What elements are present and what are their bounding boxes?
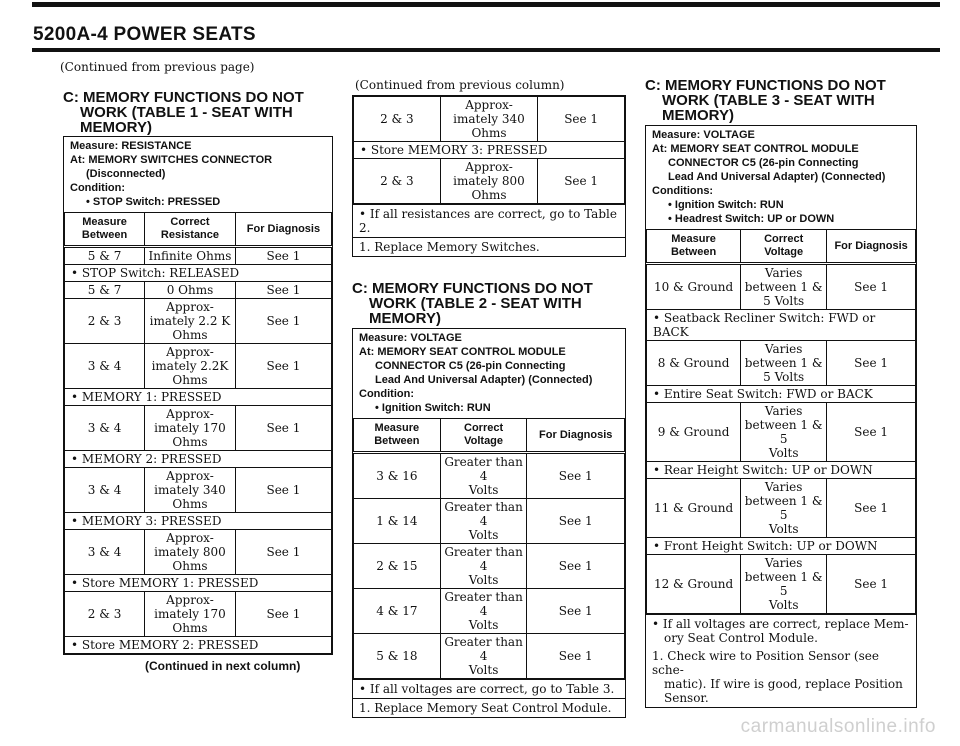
- correct-value-line: Varies: [764, 266, 803, 280]
- diagnosis-cell: See 1: [527, 634, 625, 679]
- correct-value-cell: [741, 341, 827, 386]
- measure-between-cell: 3 & 4: [65, 344, 145, 389]
- correct-value-line: Ohms: [172, 621, 208, 635]
- correct-value-line: Greater than 4: [444, 455, 523, 483]
- correct-value-line: 5 Volts: [763, 370, 805, 384]
- measure-block-3: Measure: VOLTAGE At: MEMORY SEAT CONTROL MODULE CONNECTOR C5 (26-pin Connecting Lead And Universal Adapter) (Connected) Conditions: • Ignition Switch: RUN • Headrest Switch: UP or DOWN: [652, 129, 886, 225]
- table-row: [354, 97, 625, 142]
- header-rule: [32, 48, 940, 52]
- measure-between-cell: 1 & 14: [354, 499, 441, 544]
- condition-row: [354, 142, 625, 159]
- correct-value-line: between 1 & 5: [744, 570, 823, 598]
- correct-value-line: imately 340: [154, 483, 226, 497]
- table-row: [65, 406, 332, 451]
- correct-value-line: Approx-: [166, 593, 214, 607]
- correct-value-line: Greater than 4: [444, 545, 523, 573]
- column-1: [60, 60, 333, 673]
- condition-row: [65, 389, 332, 406]
- table-3: [645, 125, 917, 708]
- column-3: [645, 78, 920, 708]
- correct-value-cell: [440, 499, 527, 544]
- table-row: [65, 530, 332, 575]
- correct-value-line: Volts: [468, 573, 499, 587]
- correct-value-line: imately 800: [154, 545, 226, 559]
- col-header-measure: Measure Between: [65, 213, 145, 247]
- condition-row: [647, 310, 916, 341]
- correct-value-line: 0 Ohms: [166, 283, 214, 297]
- correct-value-line: Volts: [468, 663, 499, 677]
- correct-value-line: Varies: [764, 556, 803, 570]
- table-1-note-step: 1. Replace Memory Switches.: [353, 237, 625, 256]
- table-2-note-step: 1. Replace Memory Seat Control Module.: [353, 698, 625, 717]
- col-header-diagnosis: For Diagnosis: [527, 419, 625, 453]
- correct-value-line: Ohms: [172, 435, 208, 449]
- measure-between-cell: 3 & 16: [354, 453, 441, 499]
- diagnosis-cell: See 1: [235, 530, 331, 575]
- diagnosis-cell: See 1: [527, 499, 625, 544]
- measure-between-cell: 3 & 4: [65, 530, 145, 575]
- table-row: [647, 555, 916, 614]
- diagnosis-cell: See 1: [538, 97, 625, 142]
- condition-text: • Entire Seat Switch: FWD or BACK: [647, 386, 916, 403]
- correct-value-line: Volts: [768, 522, 799, 536]
- table-2-note-bullet: • If all voltages are correct, go to Table 3.: [353, 679, 625, 698]
- correct-value-cell: [145, 247, 236, 265]
- correct-value-cell: [145, 299, 236, 344]
- condition-text: • Front Height Switch: UP or DOWN: [647, 538, 916, 555]
- table-3-body: [647, 264, 916, 614]
- correct-value-line: between 1 &: [744, 356, 823, 370]
- condition-text: • MEMORY 2: PRESSED: [65, 451, 332, 468]
- table-row: [647, 341, 916, 386]
- measure-between-cell: 5 & 7: [65, 282, 145, 299]
- correct-value-line: Ohms: [172, 497, 208, 511]
- correct-value-line: Greater than 4: [444, 590, 523, 618]
- correct-value-line: Volts: [468, 483, 499, 497]
- diagnosis-cell: See 1: [827, 403, 916, 462]
- continued-from-note-2: (Continued from previous column): [355, 78, 565, 92]
- measure-between-cell: 5 & 18: [354, 634, 441, 679]
- table-3-note-step: 1. Check wire to Position Sensor (see sche- matic). If wire is good, replace Position Sensor.: [652, 649, 903, 705]
- correct-value-cell: [145, 530, 236, 575]
- table-row: [647, 403, 916, 462]
- correct-value-line: Ohms: [172, 559, 208, 573]
- measure-between-cell: 2 & 3: [65, 592, 145, 637]
- correct-value-line: Varies: [764, 404, 803, 418]
- table-row: [354, 453, 625, 499]
- measure-between-cell: 5 & 7: [65, 247, 145, 265]
- table-row: [354, 634, 625, 679]
- correct-value-cell: [741, 479, 827, 538]
- table-3-grid: [646, 229, 916, 614]
- column-2: [352, 80, 627, 718]
- diagnosis-cell: See 1: [235, 406, 331, 451]
- measure-between-cell: 10 & Ground: [647, 264, 741, 310]
- condition-row: [65, 451, 332, 468]
- table-row: [65, 282, 332, 299]
- table-1-note-bullet: • If all resistances are correct, go to Table 2.: [353, 204, 625, 237]
- table-row: [354, 544, 625, 589]
- measure-between-cell: 2 & 3: [65, 299, 145, 344]
- correct-value-cell: [440, 634, 527, 679]
- condition-row: [65, 575, 332, 592]
- condition-text: • Store MEMORY 2: PRESSED: [65, 637, 332, 654]
- correct-value-line: imately 800: [453, 174, 525, 188]
- table-row: [354, 159, 625, 204]
- diagnosis-cell: See 1: [827, 264, 916, 310]
- watermark: carmanualsonline.info: [740, 716, 936, 737]
- correct-value-line: Approx-: [166, 407, 214, 421]
- table-1-continued: [352, 95, 626, 257]
- table-2-body: [354, 453, 625, 679]
- continued-from-note: (Continued from previous page): [60, 60, 255, 74]
- correct-value-line: Volts: [468, 618, 499, 632]
- correct-value-line: Greater than 4: [444, 500, 523, 528]
- correct-value-line: Approx-: [166, 531, 214, 545]
- correct-value-line: Approx-: [166, 300, 214, 314]
- col-header-measure: Measure Between: [647, 230, 741, 264]
- diagnosis-cell: See 1: [235, 247, 331, 265]
- correct-value-line: Approx-: [166, 469, 214, 483]
- measure-between-cell: 4 & 17: [354, 589, 441, 634]
- condition-text: • STOP Switch: RELEASED: [65, 265, 332, 282]
- table-1-grid: [64, 212, 332, 654]
- table-row: [65, 592, 332, 637]
- diagnosis-cell: See 1: [235, 468, 331, 513]
- diagnosis-cell: See 1: [827, 479, 916, 538]
- condition-row: [647, 462, 916, 479]
- measure-between-cell: 11 & Ground: [647, 479, 741, 538]
- correct-value-cell: [145, 468, 236, 513]
- table-2: [352, 328, 626, 718]
- table-row: [65, 344, 332, 389]
- correct-value-line: Ohms: [172, 328, 208, 342]
- table-row: [65, 468, 332, 513]
- top-rule: [32, 2, 940, 7]
- correct-value-cell: [145, 406, 236, 451]
- diagnosis-cell: See 1: [235, 299, 331, 344]
- measure-between-cell: 3 & 4: [65, 406, 145, 451]
- correct-value-line: Ohms: [471, 126, 507, 140]
- condition-row: [65, 637, 332, 654]
- correct-value-line: between 1 &: [744, 280, 823, 294]
- correct-value-line: Varies: [764, 342, 803, 356]
- table-row: [354, 499, 625, 544]
- table-1: [63, 136, 333, 655]
- table-1-continued-grid: [353, 96, 625, 204]
- condition-row: [65, 513, 332, 530]
- correct-value-cell: [440, 544, 527, 589]
- condition-row: [65, 265, 332, 282]
- correct-value-cell: [145, 592, 236, 637]
- correct-value-line: 5 Volts: [763, 294, 805, 308]
- table-1-continued-body: [354, 97, 625, 204]
- table-2-grid: [353, 418, 625, 679]
- table-row: [65, 247, 332, 265]
- condition-row: [647, 538, 916, 555]
- condition-text: • MEMORY 3: PRESSED: [65, 513, 332, 530]
- diagnosis-cell: See 1: [827, 555, 916, 614]
- correct-value-line: Approx-: [465, 160, 513, 174]
- correct-value-line: between 1 & 5: [744, 494, 823, 522]
- correct-value-cell: [741, 403, 827, 462]
- measure-between-cell: 3 & 4: [65, 468, 145, 513]
- condition-row: [647, 386, 916, 403]
- table-row: [647, 264, 916, 310]
- col-header-correct: Correct Resistance: [145, 213, 236, 247]
- measure-block: Measure: RESISTANCE At: MEMORY SWITCHES CONNECTOR (Disconnected) Condition: • STOP Switch: PRESSED: [70, 140, 273, 208]
- condition-text: • Rear Height Switch: UP or DOWN: [647, 462, 916, 479]
- table-row: [647, 479, 916, 538]
- diagnosis-cell: See 1: [827, 341, 916, 386]
- correct-value-line: Volts: [768, 598, 799, 612]
- measure-block-2: Measure: VOLTAGE At: MEMORY SEAT CONTROL MODULE CONNECTOR C5 (26-pin Connecting Lead And Universal Adapter) (Connected) Condition: • Ignition Switch: RUN: [359, 332, 593, 414]
- correct-value-line: Greater than 4: [444, 635, 523, 663]
- measure-between-cell: 9 & Ground: [647, 403, 741, 462]
- correct-value-line: imately 340: [453, 112, 525, 126]
- condition-text: • Store MEMORY 1: PRESSED: [65, 575, 332, 592]
- correct-value-cell: [440, 453, 527, 499]
- correct-value-line: imately 2.2 K: [149, 314, 231, 328]
- section-heading: C: MEMORY FUNCTIONS DO NOT WORK (TABLE 1 - SEAT WITH MEMORY): [63, 89, 304, 136]
- col-header-diagnosis: For Diagnosis: [827, 230, 916, 264]
- correct-value-line: imately 2.2K: [151, 359, 229, 373]
- correct-value-line: between 1 & 5: [744, 418, 823, 446]
- diagnosis-cell: See 1: [235, 592, 331, 637]
- measure-between-cell: 8 & Ground: [647, 341, 741, 386]
- correct-value-cell: [440, 589, 527, 634]
- condition-text: • Seatback Recliner Switch: FWD or BACK: [647, 310, 916, 341]
- correct-value-cell: [145, 344, 236, 389]
- continued-next-note: (Continued in next column): [145, 659, 301, 673]
- correct-value-line: Infinite Ohms: [148, 249, 232, 263]
- diagnosis-cell: See 1: [527, 589, 625, 634]
- table-3-note-bullet: • If all voltages are correct, replace Mem- ory Seat Control Module.: [646, 614, 916, 647]
- table-row: [354, 589, 625, 634]
- correct-value-cell: [440, 159, 538, 204]
- correct-value-line: Ohms: [172, 373, 208, 387]
- col-header-measure: Measure Between: [354, 419, 441, 453]
- correct-value-line: imately 170: [154, 607, 226, 621]
- measure-between-cell: 2 & 15: [354, 544, 441, 589]
- table-1-body: [65, 247, 332, 654]
- section-heading-2: C: MEMORY FUNCTIONS DO NOT WORK (TABLE 2 - SEAT WITH MEMORY): [352, 280, 593, 327]
- correct-value-cell: [145, 282, 236, 299]
- diagnosis-cell: See 1: [235, 344, 331, 389]
- correct-value-line: Varies: [764, 480, 803, 494]
- correct-value-line: Volts: [768, 446, 799, 460]
- correct-value-line: Ohms: [471, 188, 507, 202]
- measure-between-cell: 2 & 3: [354, 97, 441, 142]
- correct-value-cell: [741, 264, 827, 310]
- correct-value-cell: [440, 97, 538, 142]
- diagnosis-cell: See 1: [527, 453, 625, 499]
- page-header: 5200A-4 POWER SEATS: [33, 24, 256, 45]
- correct-value-line: Approx-: [465, 98, 513, 112]
- col-header-correct: Correct Voltage: [440, 419, 527, 453]
- correct-value-line: Approx-: [166, 345, 214, 359]
- col-header-diagnosis: For Diagnosis: [235, 213, 331, 247]
- col-header-correct: Correct Voltage: [741, 230, 827, 264]
- table-row: [65, 299, 332, 344]
- diagnosis-cell: See 1: [538, 159, 625, 204]
- section-heading-3: C: MEMORY FUNCTIONS DO NOT WORK (TABLE 3 - SEAT WITH MEMORY): [645, 77, 886, 124]
- condition-text: • Store MEMORY 3: PRESSED: [354, 142, 625, 159]
- correct-value-line: imately 170: [154, 421, 226, 435]
- correct-value-cell: [741, 555, 827, 614]
- diagnosis-cell: See 1: [235, 282, 331, 299]
- condition-text: • MEMORY 1: PRESSED: [65, 389, 332, 406]
- diagnosis-cell: See 1: [527, 544, 625, 589]
- measure-between-cell: 12 & Ground: [647, 555, 741, 614]
- measure-between-cell: 2 & 3: [354, 159, 441, 204]
- correct-value-line: Volts: [468, 528, 499, 542]
